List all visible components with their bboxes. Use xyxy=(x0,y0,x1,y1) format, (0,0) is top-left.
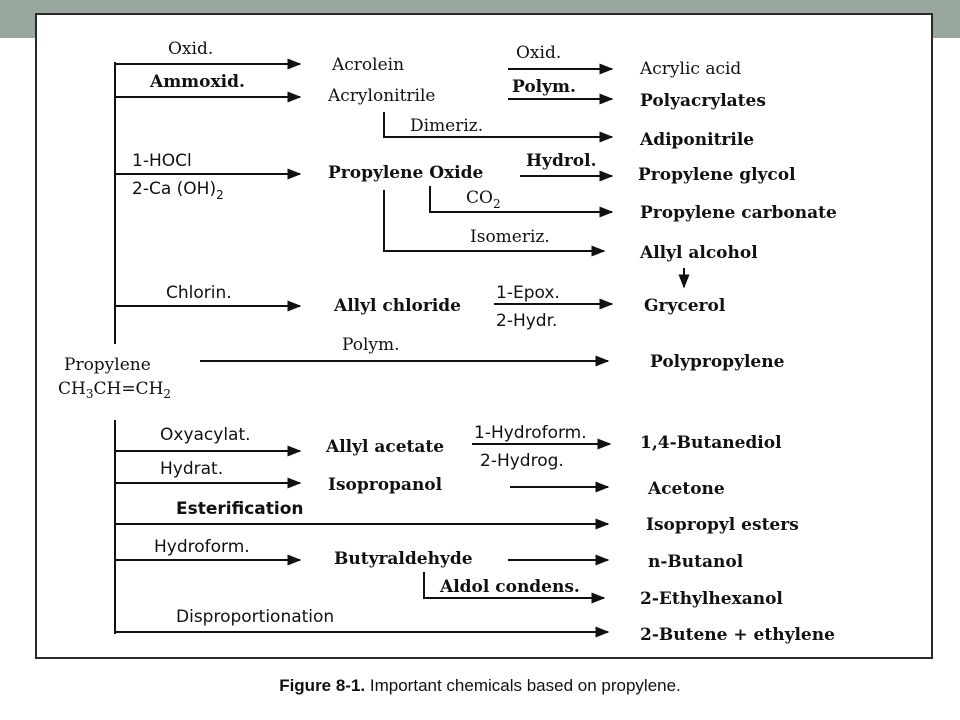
label-co2 xyxy=(466,188,501,211)
product-polypropylene: Polypropylene xyxy=(650,352,785,372)
node-propylene-oxide: Propylene Oxide xyxy=(328,163,484,183)
node-allyl-chloride: Allyl chloride xyxy=(334,296,461,316)
formula-rest: CH=CH xyxy=(93,379,164,399)
label-hydroform: Hydroform. xyxy=(154,537,250,557)
product-grycerol: Grycerol xyxy=(644,296,726,316)
caption-figure-label: Figure 8-1. xyxy=(279,676,366,695)
node-isopropanol: Isopropanol xyxy=(328,475,443,495)
label-disproportionation: Disproportionation xyxy=(176,607,335,627)
co2-main: CO xyxy=(466,188,493,208)
co2-sub: 2 xyxy=(492,197,501,211)
label-polym-main: Polym. xyxy=(342,335,400,355)
node-acrolein: Acrolein xyxy=(332,55,405,75)
label-polym-2: Polym. xyxy=(512,77,576,97)
label-hocl-1: 1-HOCl xyxy=(132,151,192,171)
product-isopropyl-esters: Isopropyl esters xyxy=(646,515,799,535)
label-hydroform-2: 2-Hydrog. xyxy=(480,451,564,471)
label-oxid-2: Oxid. xyxy=(516,43,562,63)
product-ethylhexanol: 2-Ethylhexanol xyxy=(640,589,783,609)
label-hydroform-1: 1-Hydroform. xyxy=(474,423,587,443)
formula-sub-2: 2 xyxy=(163,387,172,401)
node-acrylonitrile: Acrylonitrile xyxy=(328,86,436,106)
product-allyl-alcohol: Allyl alcohol xyxy=(640,243,758,263)
arrow-to-propylene-carbonate xyxy=(430,186,612,212)
node-allyl-acetate: Allyl acetate xyxy=(326,437,445,457)
product-propylene-carbonate: Propylene carbonate xyxy=(640,203,837,223)
propylene-label: Propylene xyxy=(64,355,151,375)
product-butene-ethylene: 2-Butene + ethylene xyxy=(640,625,835,645)
product-polyacrylates: Polyacrylates xyxy=(640,91,766,111)
label-oxyacylat: Oxyacylat. xyxy=(160,425,251,445)
label-epox-1: 1-Epox. xyxy=(496,283,560,303)
formula-sub-3: 3 xyxy=(85,387,94,401)
product-adiponitrile: Adiponitrile xyxy=(640,130,755,150)
figure-caption xyxy=(0,676,960,696)
caption-text: Important chemicals based on propylene. xyxy=(369,676,681,695)
product-butanediol: 1,4-Butanediol xyxy=(640,433,782,453)
product-n-butanol: n-Butanol xyxy=(648,552,744,572)
product-acetone: Acetone xyxy=(648,479,725,499)
label-ammoxid: Ammoxid. xyxy=(150,72,245,92)
label-oxid: Oxid. xyxy=(168,39,214,59)
label-aldol: Aldol condens. xyxy=(440,577,580,597)
label-isomeriz: Isomeriz. xyxy=(470,227,550,247)
label-epox-2: 2-Hydr. xyxy=(496,311,558,331)
formula-ch: CH xyxy=(58,379,86,399)
hocl-2-sub: 2 xyxy=(216,188,224,202)
label-chlorin: Chlorin. xyxy=(166,283,232,303)
label-hocl-2 xyxy=(132,179,224,202)
label-hydrol: Hydrol. xyxy=(526,151,597,171)
propylene-formula xyxy=(58,379,171,401)
product-acrylic-acid: Acrylic acid xyxy=(640,59,742,79)
label-esterification: Esterification xyxy=(176,499,304,519)
label-hydrat: Hydrat. xyxy=(160,459,224,479)
label-dimeriz: Dimeriz. xyxy=(410,116,484,136)
node-butyraldehyde: Butyraldehyde xyxy=(334,549,473,569)
hocl-2-main: 2-Ca (OH) xyxy=(132,179,217,199)
product-propylene-glycol: Propylene glycol xyxy=(638,165,796,185)
